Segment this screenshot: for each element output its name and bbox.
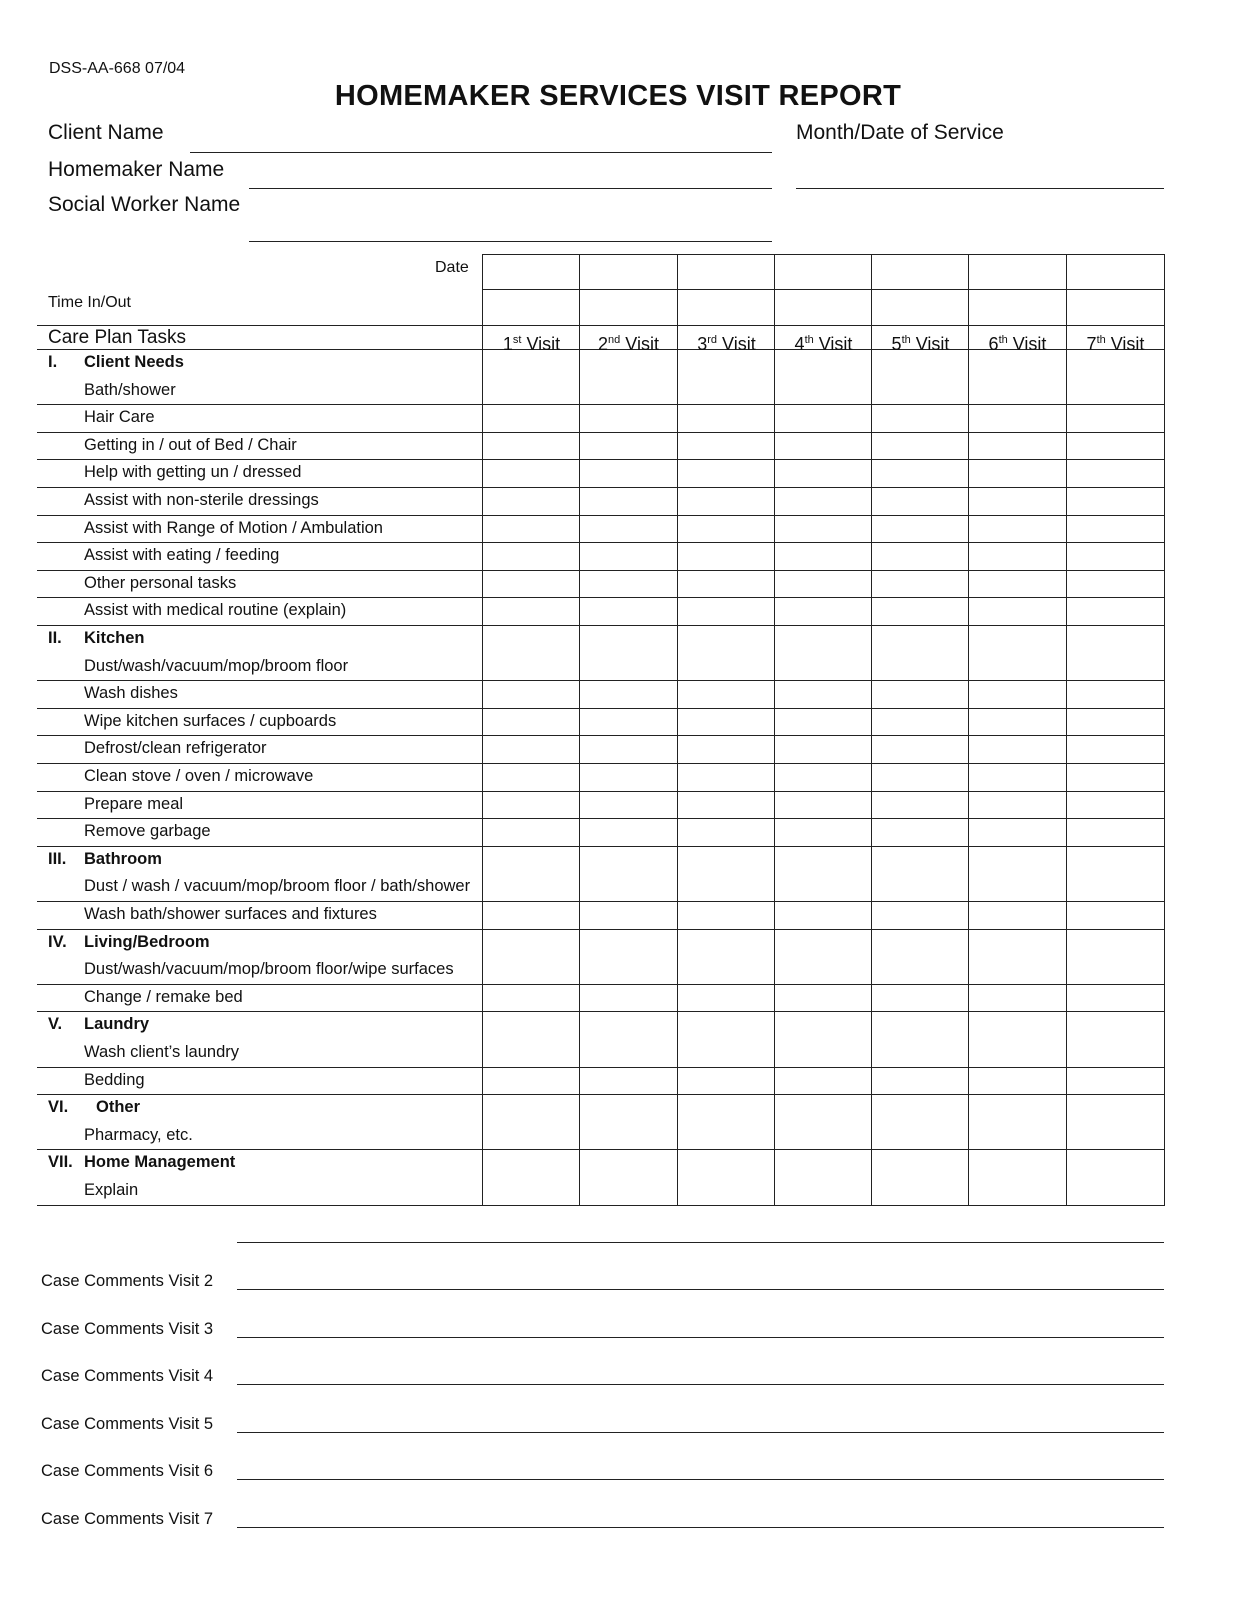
case-comments-visit-5-label: Case Comments Visit 5 [41, 1414, 214, 1433]
task-check-cell[interactable] [969, 930, 1065, 983]
section-number: I. [48, 353, 58, 371]
task-label: Wipe kitchen surfaces / cupboards [84, 711, 337, 730]
task-check-cell[interactable] [580, 488, 676, 514]
visit-word: Visit [813, 334, 853, 354]
task-check-cell[interactable] [483, 930, 578, 983]
task-check-cell[interactable] [872, 1150, 967, 1203]
task-check-cell[interactable] [969, 405, 1065, 431]
task-check-cell[interactable] [775, 792, 870, 818]
task-check-cell[interactable] [580, 543, 676, 569]
task-check-cell[interactable] [775, 736, 870, 762]
task-check-cell[interactable] [483, 488, 578, 514]
case-comments-visit-2-label: Case Comments Visit 2 [41, 1272, 214, 1290]
task-check-cell[interactable] [678, 1095, 773, 1148]
case-comments-visit-5-field[interactable] [237, 1432, 1164, 1433]
task-check-cell[interactable] [1067, 516, 1163, 542]
task-check-cell[interactable] [775, 1012, 870, 1065]
section-number: VII. [48, 1153, 73, 1172]
task-check-cell[interactable] [775, 543, 870, 569]
task-check-cell[interactable] [483, 571, 578, 597]
visit-ordinal-suffix: th [1096, 334, 1106, 346]
case-comments-visit-6-field[interactable] [237, 1479, 1164, 1480]
task-check-cell[interactable] [1067, 930, 1163, 983]
time-in-out-label: Time In/Out [48, 294, 131, 311]
task-check-cell[interactable] [483, 460, 578, 486]
task-check-cell[interactable] [1067, 350, 1163, 403]
task-check-cell[interactable] [483, 626, 578, 679]
task-check-cell[interactable] [872, 764, 967, 790]
case-comments-visit-1-field[interactable] [237, 1242, 1164, 1243]
task-check-cell[interactable] [678, 1012, 773, 1065]
task-check-cell[interactable] [1067, 681, 1163, 707]
visit-number: 4 [794, 334, 805, 354]
task-check-cell[interactable] [969, 736, 1065, 762]
task-check-cell[interactable] [678, 626, 773, 679]
task-check-cell[interactable] [678, 1150, 773, 1203]
task-check-cell[interactable] [483, 902, 578, 928]
task-check-cell[interactable] [872, 792, 967, 818]
task-check-cell[interactable] [678, 792, 773, 818]
task-check-cell[interactable] [483, 819, 578, 845]
task-check-cell[interactable] [1067, 736, 1163, 762]
date-cell-visit-6[interactable] [968, 254, 1066, 289]
task-label: Prepare meal [84, 794, 184, 813]
month-date-label: Month/Date of Service [796, 121, 1004, 144]
time-cell-visit-5[interactable] [871, 289, 968, 325]
section-title: Client Needs [84, 353, 184, 371]
task-check-cell[interactable] [1067, 792, 1163, 818]
form-code: DSS-AA-668 07/04 [49, 60, 186, 77]
task-check-cell[interactable] [580, 1068, 676, 1094]
visit-ordinal-suffix: nd [608, 334, 621, 346]
section-number: II. [48, 629, 62, 647]
task-label: Explain [84, 1181, 139, 1199]
task-check-cell[interactable] [483, 405, 578, 431]
task-check-cell[interactable] [483, 598, 578, 624]
task-check-cell[interactable] [1067, 902, 1163, 928]
visit-word: Visit [910, 334, 950, 354]
case-comments-visit-3-field[interactable] [237, 1337, 1164, 1338]
task-check-cell[interactable] [775, 598, 870, 624]
column-line-7 [1164, 254, 1165, 1206]
task-label: Wash dishes [84, 684, 178, 703]
task-check-cell[interactable] [775, 405, 870, 431]
task-label: Help with getting un / dressed [84, 463, 302, 482]
task-label: Assist with eating / feeding [84, 546, 280, 565]
task-check-cell[interactable] [969, 433, 1065, 459]
task-check-cell[interactable] [580, 350, 676, 403]
task-check-cell[interactable] [678, 571, 773, 597]
visit-number: 6 [988, 334, 999, 354]
time-cell-visit-6[interactable] [968, 289, 1066, 325]
care-plan-tasks-label: Care Plan Tasks [48, 327, 186, 348]
time-cell-visit-3[interactable] [677, 289, 774, 325]
task-check-cell[interactable] [678, 405, 773, 431]
task-check-cell[interactable] [483, 709, 578, 735]
task-check-cell[interactable] [580, 985, 676, 1011]
task-check-cell[interactable] [1067, 460, 1163, 486]
task-check-cell[interactable] [872, 598, 967, 624]
task-check-cell[interactable] [1067, 1012, 1163, 1065]
task-label: Assist with medical routine (explain) [84, 601, 347, 620]
task-check-cell[interactable] [678, 930, 773, 983]
task-check-cell[interactable] [969, 985, 1065, 1011]
task-check-cell[interactable] [483, 1068, 578, 1094]
task-check-cell[interactable] [678, 819, 773, 845]
task-label: Other personal tasks [84, 573, 237, 592]
task-check-cell[interactable] [580, 902, 676, 928]
task-check-cell[interactable] [872, 819, 967, 845]
task-check-cell[interactable] [678, 460, 773, 486]
task-check-cell[interactable] [580, 433, 676, 459]
visit-word: Visit [1105, 334, 1145, 354]
task-check-cell[interactable] [872, 405, 967, 431]
social-worker-name-field[interactable] [249, 241, 772, 242]
task-check-cell[interactable] [483, 736, 578, 762]
task-check-cell[interactable] [678, 543, 773, 569]
task-label: Getting in / out of Bed / Chair [84, 435, 297, 454]
visit-number: 5 [891, 334, 902, 354]
task-check-cell[interactable] [483, 543, 578, 569]
task-label: Dust/wash/vacuum/mop/broom floor/wipe surfaces [84, 960, 454, 979]
visit-word: Visit [620, 334, 659, 354]
task-check-cell[interactable] [1067, 709, 1163, 735]
section-title: Laundry [84, 1015, 150, 1034]
task-check-cell[interactable] [775, 350, 870, 403]
task-check-cell[interactable] [969, 709, 1065, 735]
visit-ordinal-suffix: rd [707, 334, 718, 346]
task-label: Remove garbage [84, 822, 211, 841]
task-check-cell[interactable] [678, 598, 773, 624]
task-check-cell[interactable] [580, 405, 676, 431]
case-comments-visit-7-field[interactable] [237, 1527, 1164, 1528]
visit-number: 3 [697, 334, 708, 354]
task-check-cell[interactable] [1067, 405, 1163, 431]
task-check-cell[interactable] [580, 709, 676, 735]
task-check-cell[interactable] [969, 902, 1065, 928]
task-check-cell[interactable] [1067, 1150, 1163, 1203]
visit-word: Visit [521, 334, 561, 354]
visit-number: 1 [502, 334, 513, 354]
task-label: Assist with Range of Motion / Ambulation [84, 518, 383, 537]
task-check-cell[interactable] [872, 350, 967, 403]
task-check-cell[interactable] [1067, 626, 1163, 679]
task-check-cell[interactable] [872, 1012, 967, 1065]
task-check-cell[interactable] [678, 736, 773, 762]
task-check-cell[interactable] [872, 460, 967, 486]
visit-number: 7 [1086, 334, 1097, 354]
case-comments-visit-6-label: Case Comments Visit 6 [41, 1462, 214, 1481]
task-check-cell[interactable] [775, 819, 870, 845]
task-check-cell[interactable] [580, 460, 676, 486]
task-check-cell[interactable] [775, 1095, 870, 1148]
task-check-cell[interactable] [580, 681, 676, 707]
task-check-cell[interactable] [969, 1150, 1065, 1203]
date-label: Date [435, 259, 469, 276]
task-check-cell[interactable] [678, 847, 773, 900]
time-cell-visit-4[interactable] [774, 289, 871, 325]
visit-word: Visit [717, 334, 756, 354]
task-label: Pharmacy, etc. [84, 1125, 193, 1144]
date-cell-visit-4[interactable] [774, 254, 871, 289]
task-check-cell[interactable] [775, 571, 870, 597]
task-check-cell[interactable] [580, 930, 676, 983]
task-check-cell[interactable] [1067, 571, 1163, 597]
visit-ordinal-suffix: th [901, 334, 911, 346]
task-check-cell[interactable] [483, 792, 578, 818]
task-check-cell[interactable] [775, 433, 870, 459]
task-check-cell[interactable] [969, 488, 1065, 514]
task-check-cell[interactable] [580, 598, 676, 624]
visit-number: 2 [598, 334, 609, 354]
task-check-cell[interactable] [969, 1068, 1065, 1094]
task-check-cell[interactable] [678, 681, 773, 707]
task-label: Hair Care [84, 408, 155, 427]
task-check-cell[interactable] [1067, 764, 1163, 790]
task-check-cell[interactable] [969, 1095, 1065, 1148]
task-check-cell[interactable] [580, 1150, 676, 1203]
task-check-cell[interactable] [483, 847, 578, 900]
task-check-cell[interactable] [1067, 543, 1163, 569]
homemaker-name-label: Homemaker Name [48, 158, 225, 181]
task-check-cell[interactable] [1067, 985, 1163, 1011]
task-check-cell[interactable] [775, 930, 870, 983]
task-check-cell[interactable] [580, 626, 676, 679]
homemaker-name-field[interactable] [249, 188, 772, 189]
task-check-cell[interactable] [872, 1095, 967, 1148]
task-check-cell[interactable] [580, 792, 676, 818]
client-name-label: Client Name [48, 121, 164, 144]
task-check-cell[interactable] [872, 681, 967, 707]
task-check-cell[interactable] [969, 792, 1065, 818]
task-check-cell[interactable] [775, 709, 870, 735]
client-name-field[interactable] [190, 152, 772, 153]
task-check-cell[interactable] [483, 350, 578, 403]
date-cell-visit-7[interactable] [1066, 254, 1164, 289]
task-check-cell[interactable] [678, 433, 773, 459]
section-title: Kitchen [84, 629, 145, 647]
task-check-cell[interactable] [483, 1150, 578, 1203]
task-label: Assist with non-sterile dressings [84, 491, 319, 509]
section-number: IV. [48, 932, 67, 951]
task-check-cell[interactable] [775, 626, 870, 679]
task-check-cell[interactable] [969, 1012, 1065, 1065]
task-check-cell[interactable] [775, 985, 870, 1011]
task-check-cell[interactable] [580, 516, 676, 542]
task-check-cell[interactable] [872, 1068, 967, 1094]
task-check-cell[interactable] [678, 985, 773, 1011]
task-check-cell[interactable] [872, 626, 967, 679]
task-check-cell[interactable] [483, 516, 578, 542]
task-check-cell[interactable] [872, 930, 967, 983]
task-check-cell[interactable] [483, 681, 578, 707]
task-check-cell[interactable] [969, 681, 1065, 707]
task-label: Bedding [84, 1070, 145, 1089]
task-check-cell[interactable] [1067, 433, 1163, 459]
task-check-cell[interactable] [678, 709, 773, 735]
task-check-cell[interactable] [969, 847, 1065, 900]
task-check-cell[interactable] [969, 516, 1065, 542]
task-check-cell[interactable] [678, 516, 773, 542]
task-check-cell[interactable] [678, 488, 773, 514]
task-check-cell[interactable] [678, 1068, 773, 1094]
task-check-cell[interactable] [1067, 598, 1163, 624]
task-check-cell[interactable] [969, 626, 1065, 679]
task-label: Change / remake bed [84, 987, 243, 1006]
task-label: Clean stove / oven / microwave [84, 767, 314, 785]
section-number: V. [48, 1015, 63, 1034]
task-check-cell[interactable] [872, 516, 967, 542]
task-check-cell[interactable] [775, 681, 870, 707]
task-label: Defrost/clean refrigerator [84, 739, 267, 758]
task-check-cell[interactable] [580, 847, 676, 900]
task-check-cell[interactable] [969, 571, 1065, 597]
task-check-cell[interactable] [580, 736, 676, 762]
section-number: III. [48, 849, 67, 868]
visit-word: Visit [1007, 334, 1047, 354]
date-cell-visit-3[interactable] [677, 254, 774, 289]
task-check-cell[interactable] [1067, 1068, 1163, 1094]
section-title: Other [96, 1098, 141, 1117]
task-check-cell[interactable] [775, 847, 870, 900]
page-title: HOMEMAKER SERVICES VISIT REPORT [334, 80, 902, 112]
task-check-cell[interactable] [580, 1012, 676, 1065]
task-check-cell[interactable] [1067, 488, 1163, 514]
case-comments-visit-7-label: Case Comments Visit 7 [41, 1510, 214, 1528]
task-check-cell[interactable] [872, 488, 967, 514]
task-check-cell[interactable] [580, 764, 676, 790]
visit-ordinal-suffix: st [512, 334, 522, 346]
task-check-cell[interactable] [872, 902, 967, 928]
case-comments-visit-4-field[interactable] [237, 1384, 1164, 1385]
task-check-cell[interactable] [872, 543, 967, 569]
task-check-cell[interactable] [969, 543, 1065, 569]
date-cell-visit-1[interactable] [482, 254, 579, 289]
task-check-cell[interactable] [580, 819, 676, 845]
task-check-cell[interactable] [872, 433, 967, 459]
time-cell-visit-1[interactable] [482, 289, 579, 325]
task-check-cell[interactable] [775, 902, 870, 928]
task-check-cell[interactable] [580, 1095, 676, 1148]
task-check-cell[interactable] [969, 819, 1065, 845]
task-check-cell[interactable] [678, 764, 773, 790]
task-check-cell[interactable] [1067, 819, 1163, 845]
visit-ordinal-suffix: th [998, 334, 1008, 346]
time-cell-visit-2[interactable] [579, 289, 677, 325]
case-comments-visit-2-field[interactable] [237, 1289, 1164, 1290]
task-check-cell[interactable] [872, 709, 967, 735]
section-title: Home Management [84, 1153, 236, 1172]
task-check-cell[interactable] [483, 1095, 578, 1148]
task-check-cell[interactable] [969, 460, 1065, 486]
date-cell-visit-2[interactable] [579, 254, 677, 289]
task-check-cell[interactable] [775, 1150, 870, 1203]
social-worker-name-label: Social Worker Name [48, 193, 241, 216]
row-separator [37, 1205, 1164, 1206]
task-label: Wash bath/shower surfaces and fixtures [84, 905, 377, 923]
section-number: VI. [48, 1098, 69, 1117]
task-check-cell[interactable] [483, 1012, 578, 1065]
visit-ordinal-suffix: th [804, 334, 814, 346]
time-cell-visit-7[interactable] [1066, 289, 1164, 325]
task-check-cell[interactable] [775, 460, 870, 486]
task-check-cell[interactable] [483, 764, 578, 790]
section-title: Bathroom [84, 849, 162, 868]
task-check-cell[interactable] [775, 1068, 870, 1094]
case-comments-visit-3-label: Case Comments Visit 3 [41, 1319, 214, 1338]
task-check-cell[interactable] [969, 598, 1065, 624]
task-check-cell[interactable] [1067, 1095, 1163, 1148]
header-row-border [37, 325, 1164, 326]
task-label: Bath/shower [84, 380, 176, 399]
task-check-cell[interactable] [775, 764, 870, 790]
task-check-cell[interactable] [969, 764, 1065, 790]
task-check-cell[interactable] [872, 985, 967, 1011]
task-check-cell[interactable] [775, 516, 870, 542]
task-check-cell[interactable] [872, 571, 967, 597]
task-label: Wash client’s laundry [84, 1043, 239, 1061]
task-label: Dust / wash / vacuum/mop/broom floor / bath/shower [84, 877, 471, 896]
task-check-cell[interactable] [483, 985, 578, 1011]
task-check-cell[interactable] [580, 571, 676, 597]
task-label: Dust/wash/vacuum/mop/broom floor [84, 656, 349, 675]
task-check-cell[interactable] [678, 350, 773, 403]
task-check-cell[interactable] [483, 433, 578, 459]
task-check-cell[interactable] [775, 488, 870, 514]
task-check-cell[interactable] [872, 847, 967, 900]
date-cell-visit-5[interactable] [871, 254, 968, 289]
task-check-cell[interactable] [1067, 847, 1163, 900]
section-title: Living/Bedroom [84, 932, 210, 951]
case-comments-visit-4-label: Case Comments Visit 4 [41, 1367, 214, 1386]
task-check-cell[interactable] [969, 350, 1065, 403]
task-check-cell[interactable] [872, 736, 967, 762]
task-check-cell[interactable] [678, 902, 773, 928]
month-date-field[interactable] [796, 188, 1164, 189]
